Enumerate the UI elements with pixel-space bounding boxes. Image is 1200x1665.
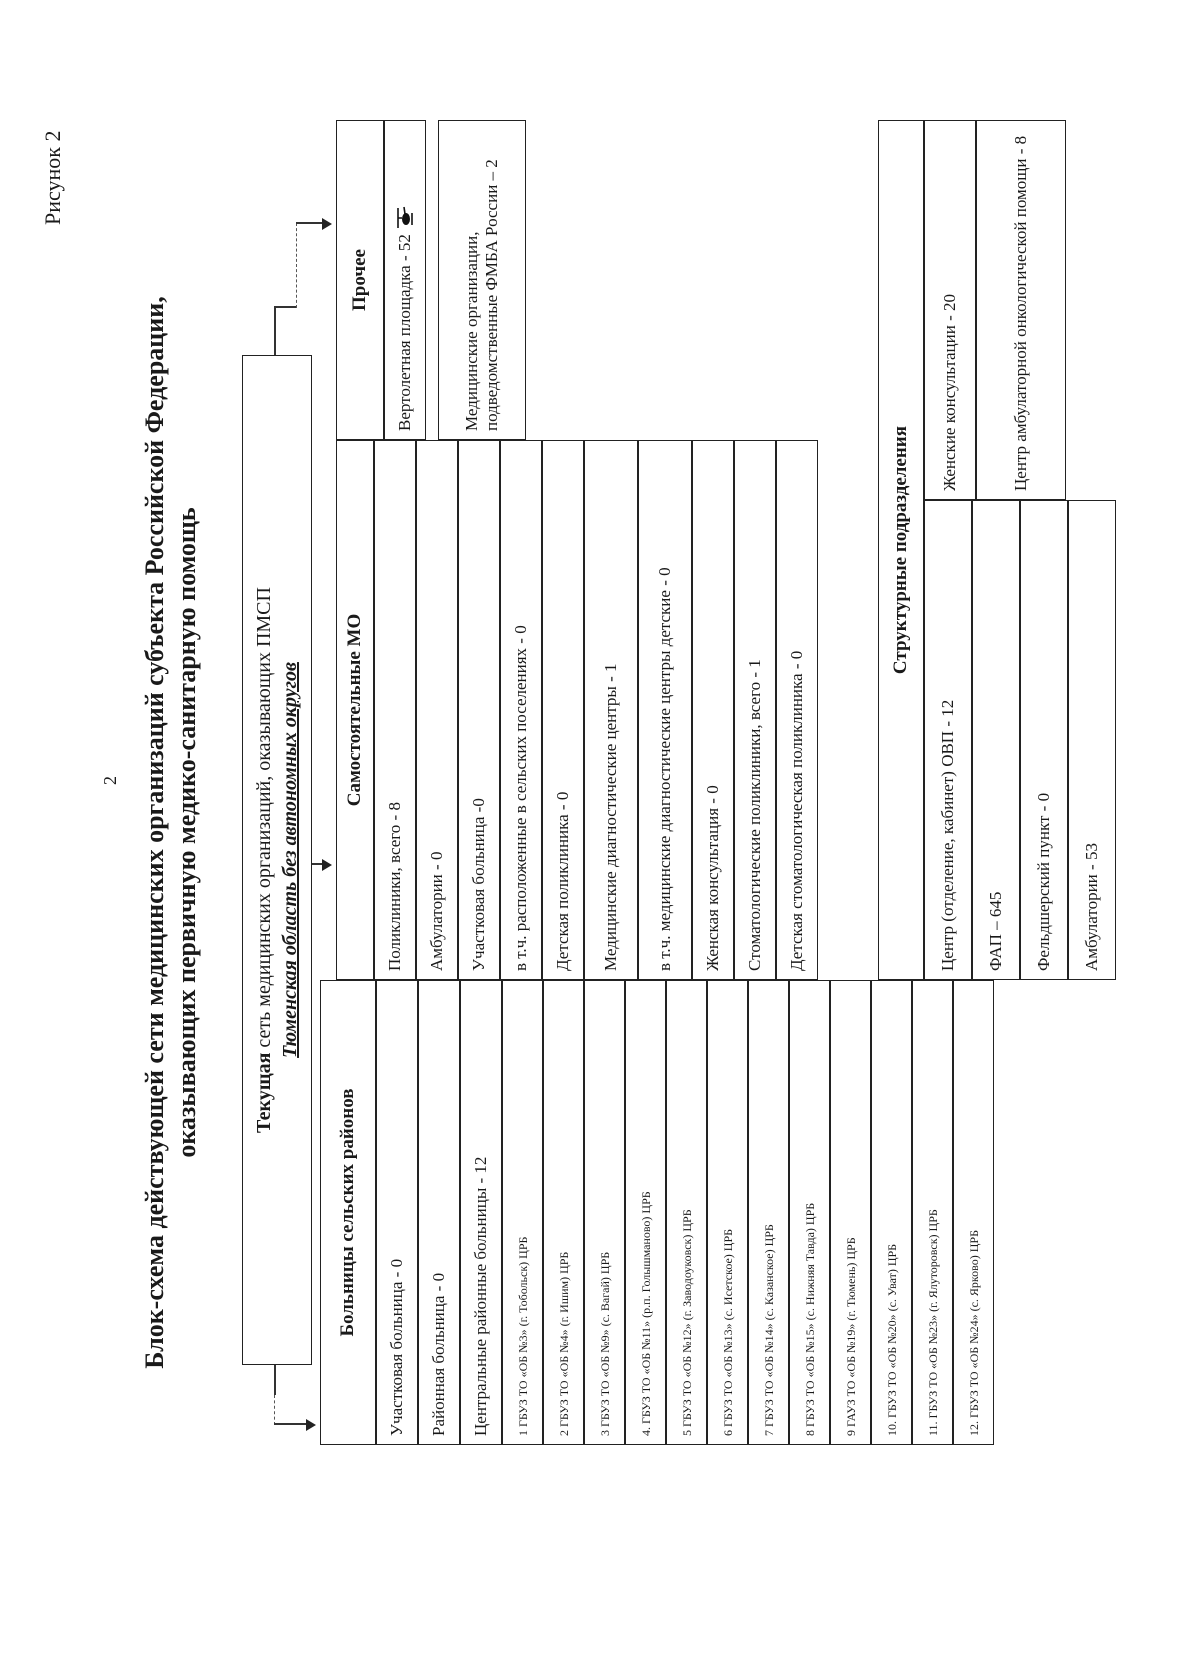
independent-mo-item: Стоматологические поликлиники, всего - 1 — [734, 440, 776, 980]
connector-right-vertical — [274, 307, 296, 309]
independent-mo-item: Участковая больница -0 — [458, 440, 500, 980]
independent-mo-item: Поликлиники, всего - 8 — [374, 440, 416, 980]
figure-label: Рисунок 2 — [40, 130, 65, 225]
crb-item: 3 ГБУЗ ТО «ОБ №9» (с. Вагай) ЦРБ — [584, 980, 625, 1445]
rural-hospitals-header: Больницы сельских районов — [320, 980, 376, 1445]
independent-mo-item: Детская стоматологическая поликлиника - 0 — [776, 440, 818, 980]
rural-hospital-item: Районная больница - 0 — [418, 980, 460, 1445]
structural-item: Фельдшерский пункт - 0 — [1020, 500, 1068, 980]
central-subtitle: Тюменская область без автономных округов — [279, 662, 301, 1058]
structural-item: Центр (отделение, кабинет) ОВП - 12 — [924, 500, 972, 980]
connector-left-horizontal — [274, 1365, 276, 1395]
crb-item: 6 ГБУЗ ТО «ОБ №13» (с. Исетское) ЦРБ — [707, 980, 748, 1445]
structural-item: ФАП – 645 — [972, 500, 1020, 980]
structural-header: Структурные подразделения — [878, 120, 924, 980]
rural-hospital-item: Участковая больница - 0 — [376, 980, 418, 1445]
arrow-to-other — [322, 218, 332, 230]
independent-mo-item: Женская консультация - 0 — [692, 440, 734, 980]
crb-item: 4. ГБУЗ ТО «ОБ №11» (р.п. Голышманово) ЦРБ — [625, 980, 666, 1445]
crb-item: 10. ГБУЗ ТО «ОБ №20» (с. Уват) ЦРБ — [871, 980, 912, 1445]
helicopter-icon — [396, 206, 414, 230]
crb-item: 9 ГАУЗ ТО «ОБ №19» (г. Тюмень) ЦРБ — [830, 980, 871, 1445]
other-item-helipad — [384, 120, 426, 440]
other-header: Прочее — [336, 120, 384, 440]
crb-item: 7 ГБУЗ ТО «ОБ №14» (с. Казанское) ЦРБ — [748, 980, 789, 1445]
independent-mo-item: Медицинские диагностические центры - 1 — [584, 440, 638, 980]
connector-left-dashed — [274, 1395, 275, 1425]
helipad-label: Вертолетная площадка - 52 — [395, 234, 414, 431]
central-bold-word: Текущая — [253, 1052, 275, 1133]
central-rest: сеть медицинских организаций, оказывающих ПМСП — [253, 587, 275, 1053]
independent-mo-item: в т.ч. медицинские диагностические центры детские - 0 — [638, 440, 692, 980]
crb-item: 1 ГБУЗ ТО «ОБ №3» (г. Тобольск) ЦРБ — [502, 980, 543, 1445]
independent-mo-item: Амбулатории - 0 — [416, 440, 458, 980]
arrow-to-rural — [306, 1419, 316, 1431]
structural-right-item: Центр амбулаторной онкологической помощи - 8 — [976, 120, 1066, 500]
central-network-heading — [251, 587, 277, 1133]
crb-item: 11. ГБУЗ ТО «ОБ №23» (г. Ялуторовск) ЦРБ — [912, 980, 953, 1445]
crb-item: 2 ГБУЗ ТО «ОБ №4» (г. Ишим) ЦРБ — [543, 980, 584, 1445]
arrow-to-independent — [322, 859, 332, 871]
crb-item: 8 ГБУЗ ТО «ОБ №15» (с. Нижняя Тавда) ЦРБ — [789, 980, 830, 1445]
independent-mo-item: Детская поликлиника - 0 — [542, 440, 584, 980]
independent-mo-header: Самостоятельные МО — [336, 440, 374, 980]
page-number: 2 — [100, 776, 120, 785]
connector-right-horizontal — [274, 307, 276, 355]
crb-item: 5 ГБУЗ ТО «ОБ №12» (г. Заводоуковск) ЦРБ — [666, 980, 707, 1445]
title-line-2: оказывающих первичную медико-санитарную помощь — [172, 507, 201, 1158]
independent-mo-item: в т.ч. расположенные в сельских поселениях - 0 — [500, 440, 542, 980]
structural-item: Амбулатории - 53 — [1068, 500, 1116, 980]
rural-hospital-item: Центральные районные больницы - 12 — [460, 980, 502, 1445]
title-line-1: Блок-схема действующей сети медицинских организаций субъекта Российской Федерации, — [140, 296, 169, 1369]
other-item-fmba: Медицинские организации, подведомственные ФМБА России – 2 — [438, 120, 526, 440]
connector-left-vertical — [274, 1424, 310, 1426]
connector-right-dashed — [296, 223, 297, 308]
structural-right-item: Женские консультации - 20 — [924, 120, 976, 500]
crb-item: 12. ГБУЗ ТО «ОБ №24» (с. Ярково) ЦРБ — [953, 980, 994, 1445]
central-network-box — [242, 355, 312, 1365]
